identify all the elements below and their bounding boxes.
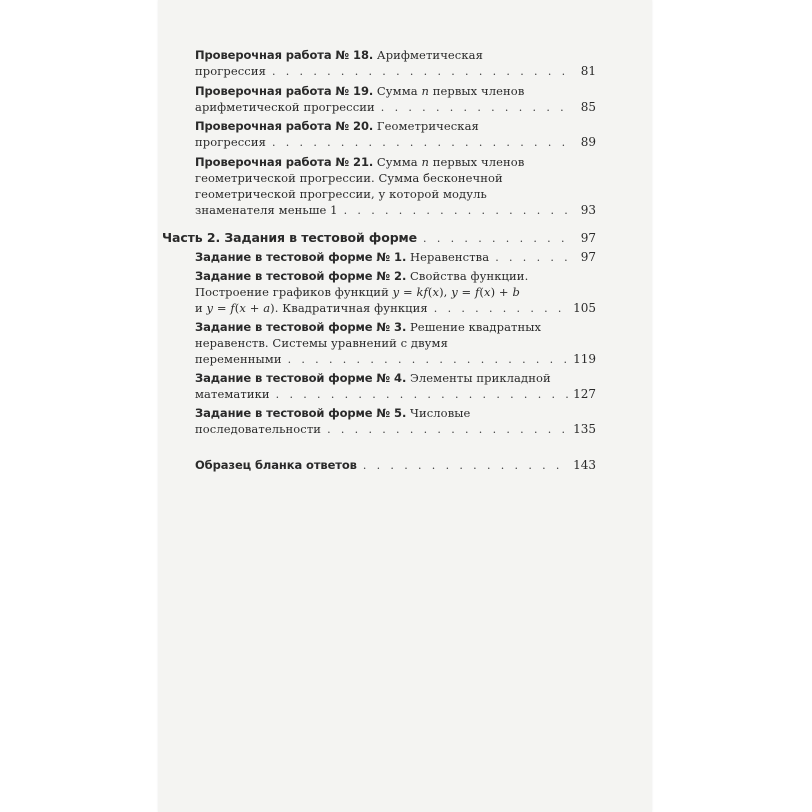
page-number: 105 xyxy=(573,301,596,315)
math-n: n xyxy=(421,155,429,169)
entry-title-text: геометрической прогрессии, у которой модуль xyxy=(195,187,487,201)
entry-title-text: Геометрическая xyxy=(373,119,479,133)
entry-title-bold: Задание в тестовой форме № 5. xyxy=(195,406,407,420)
page-number: 97 xyxy=(580,231,596,245)
page-number: 119 xyxy=(573,352,596,366)
dot-leader xyxy=(381,100,570,116)
dot-leader xyxy=(363,458,569,474)
toc-entry-pr21[interactable] xyxy=(195,154,596,218)
page-number: 135 xyxy=(573,422,596,436)
dot-leader xyxy=(288,352,570,368)
toc-entry-part2[interactable] xyxy=(162,230,596,246)
toc-entry-z5[interactable] xyxy=(195,405,596,437)
toc-entry-pr20[interactable] xyxy=(195,118,596,150)
entry-title-bold: Задание в тестовой форме № 4. xyxy=(195,371,407,385)
entry-title-text: Сумма n первых членов xyxy=(373,84,525,98)
toc-entry-z1[interactable] xyxy=(195,249,596,265)
entry-title-bold: Задание в тестовой форме № 3. xyxy=(195,320,407,334)
entry-title-text: прогрессия xyxy=(195,135,266,149)
page-number: 97 xyxy=(580,250,596,264)
entry-title-text: Неравенства xyxy=(406,250,490,264)
entry-title-text: Арифметическая xyxy=(373,48,483,62)
entry-title-text: прогрессия xyxy=(195,64,266,78)
page-number: 93 xyxy=(580,203,596,217)
toc-entry-z2[interactable] xyxy=(195,268,596,316)
dot-leader xyxy=(423,231,570,247)
toc-entry-z4[interactable] xyxy=(195,370,596,402)
entry-title-bold: Проверочная работа № 19. xyxy=(195,84,374,98)
page-number: 81 xyxy=(580,64,596,78)
entry-title-text: последовательности xyxy=(195,422,322,436)
entry-title-text: неравенств. Системы уравнений с двумя xyxy=(195,336,448,350)
entry-title-text: Сумма n первых членов xyxy=(373,155,525,169)
entry-title-text: арифметической прогрессии xyxy=(195,100,375,114)
math-n: n xyxy=(421,84,429,98)
page-number: 143 xyxy=(573,458,596,472)
entry-title-text: геометрической прогрессии. Сумма бесконечной xyxy=(195,171,503,185)
entry-title-text: и y = f(x + a). Квадратичная функция xyxy=(195,301,428,315)
entry-title-bold: Образец бланка ответов xyxy=(195,458,357,472)
entry-title-bold: Задание в тестовой форме № 2. xyxy=(195,269,407,283)
dot-leader xyxy=(272,64,570,80)
entry-title-text: переменными xyxy=(195,352,282,366)
toc-entry-pr18[interactable] xyxy=(195,47,596,79)
dot-leader xyxy=(434,301,569,317)
dot-leader xyxy=(344,203,570,219)
page-number: 127 xyxy=(573,387,596,401)
part-title: Часть 2. Задания в тестовой форме xyxy=(162,230,418,245)
page-number: 89 xyxy=(580,135,596,149)
entry-title-text: Свойства функции. xyxy=(406,269,529,283)
entry-title-text: знаменателя меньше 1 xyxy=(195,203,338,217)
dot-leader xyxy=(276,387,569,403)
dot-leader xyxy=(495,250,570,266)
toc-entry-z3[interactable] xyxy=(195,319,596,367)
toc-entry-answers[interactable] xyxy=(195,457,596,473)
entry-title-text: математики xyxy=(195,387,270,401)
entry-title-text: Решение квадратных xyxy=(406,320,542,334)
entry-title-text: Построение графиков функций y = kf(x), y = f(x) + b xyxy=(195,285,520,299)
entry-title-bold: Задание в тестовой форме № 1. xyxy=(195,250,407,264)
entry-title-text: Элементы прикладной xyxy=(406,371,551,385)
entry-title-text: Числовые xyxy=(406,406,471,420)
dot-leader xyxy=(327,422,569,438)
entry-title-bold: Проверочная работа № 21. xyxy=(195,155,374,169)
page-number: 85 xyxy=(580,100,596,114)
toc-entry-pr19[interactable] xyxy=(195,83,596,115)
dot-leader xyxy=(272,135,570,151)
entry-title-bold: Проверочная работа № 18. xyxy=(195,48,374,62)
entry-title-bold: Проверочная работа № 20. xyxy=(195,119,374,133)
